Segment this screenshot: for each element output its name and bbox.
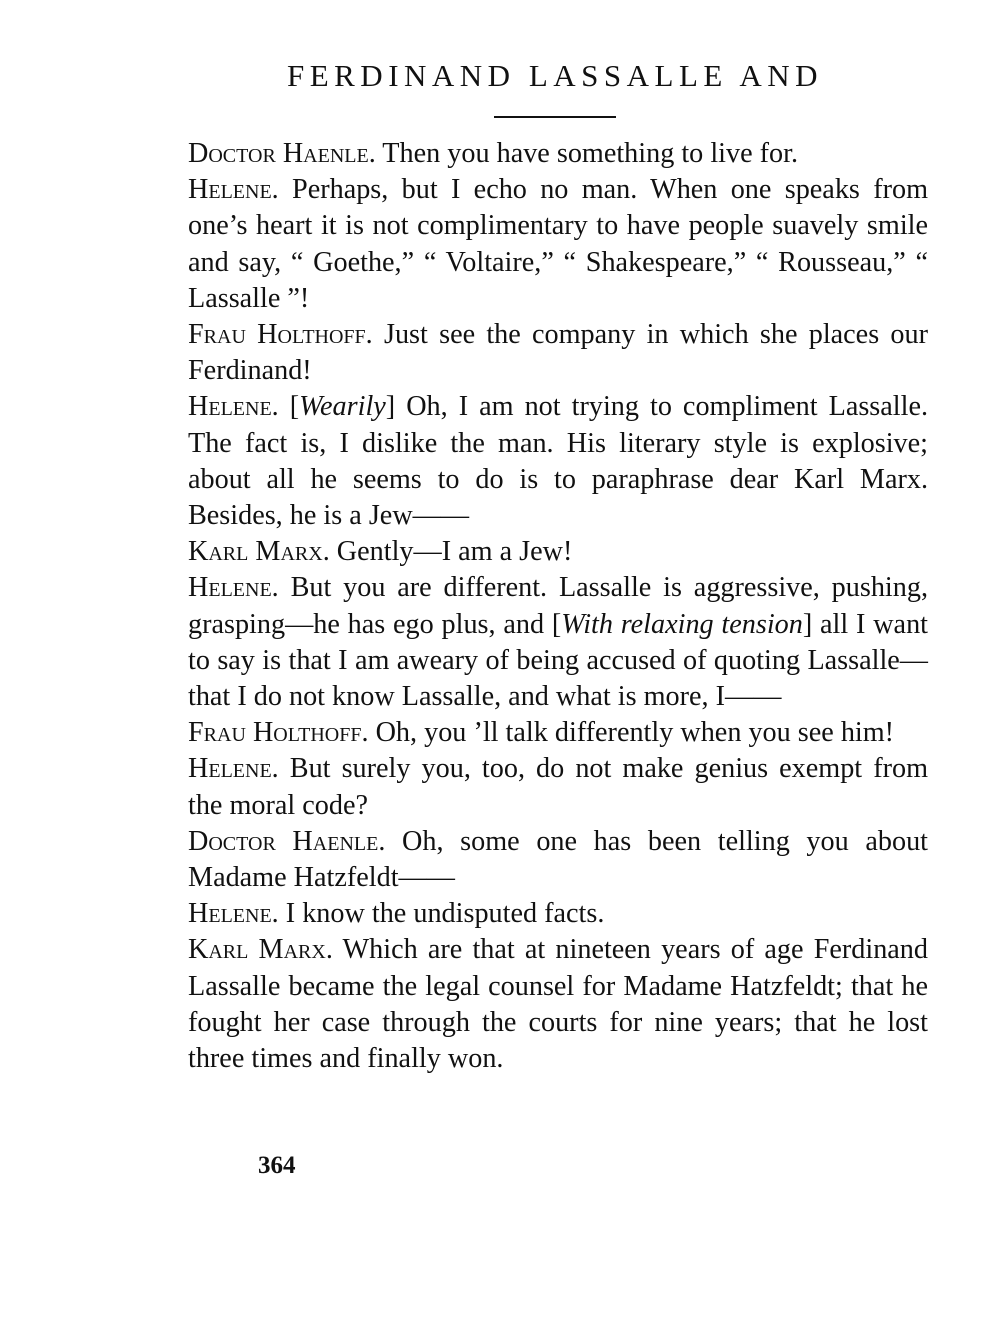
running-head: FERDINAND LASSALLE AND [286, 58, 824, 93]
speech [188, 570, 928, 715]
speech-text: Just see the company in which she places our Ferdinand! [188, 319, 928, 387]
speech [188, 896, 928, 932]
speech-text: [ [278, 391, 300, 423]
speaker-name: Frau Holthoff. [188, 319, 373, 351]
speech-text: Then you have something to live for. [375, 138, 798, 169]
speech [188, 824, 928, 896]
page-number: 364 [258, 1152, 296, 1179]
speech [188, 534, 928, 570]
speaker-name: Doctor Haenle. [188, 138, 376, 169]
speech [188, 389, 928, 534]
speech-text: Oh, you ’ll talk differently when you see him! [368, 717, 895, 749]
stage-direction: Wearily [299, 391, 386, 423]
speech-text: Which are that at nineteen years of age Ferdinand Lassalle became the legal counsel for Madame Hatzfeldt; that he fought her case through the courts for nine years; that he lost three times and finally won. [188, 934, 928, 1075]
speech-text: But you are different. Lassalle is aggressive, pushing, grasping—he has ego plus, and [ [188, 572, 928, 640]
speaker-name: Helene. [188, 391, 279, 423]
speaker-name: Karl Marx. [188, 934, 333, 966]
speech [188, 932, 928, 1077]
head-rule [494, 116, 616, 118]
speech-text: ] Oh, I am not trying to compliment Lassalle. The fact is, I dislike the man. His literary style is explosive; about all he seems to do is to paraphrase dear Karl Marx. Besides, he is a Jew—— [188, 391, 929, 532]
speaker-name: Frau Holthoff. [188, 717, 369, 749]
speech-text: ] all I want to say is that I am aweary of being accused of quoting Lassalle—that I do not know Lassalle, and what is more, I—— [188, 608, 928, 713]
speech-text: Perhaps, but I echo no man. When one speaks from one’s heart it is not complimentary to have people suavely smile and say, “ Goethe,” “ Voltaire,” “ Shakespeare,” “ Rousseau,” “ Lassalle ”! [188, 174, 928, 314]
speech [188, 715, 928, 751]
speaker-name: Helene. [188, 572, 279, 604]
speaker-name: Doctor Haenle. [188, 825, 386, 857]
speech [188, 317, 928, 389]
speaker-name: Helene. [188, 898, 279, 930]
speaker-name: Helene. [188, 753, 279, 785]
speech-text: But surely you, too, do not make genius exempt from the moral code? [188, 753, 928, 821]
speech [188, 172, 928, 317]
speech [188, 136, 928, 172]
speaker-name: Karl Marx. [188, 536, 330, 568]
dialogue-text [188, 136, 928, 1077]
speech-text: Gently—I am a Jew! [329, 536, 573, 568]
speech [188, 751, 928, 823]
speech-text: I know the undisputed facts. [278, 898, 605, 930]
speaker-name: Helene. [188, 174, 279, 206]
stage-direction: With relaxing tension [561, 608, 803, 640]
speech-text: Oh, some one has been telling you about Madame Hatzfeldt—— [188, 825, 928, 894]
